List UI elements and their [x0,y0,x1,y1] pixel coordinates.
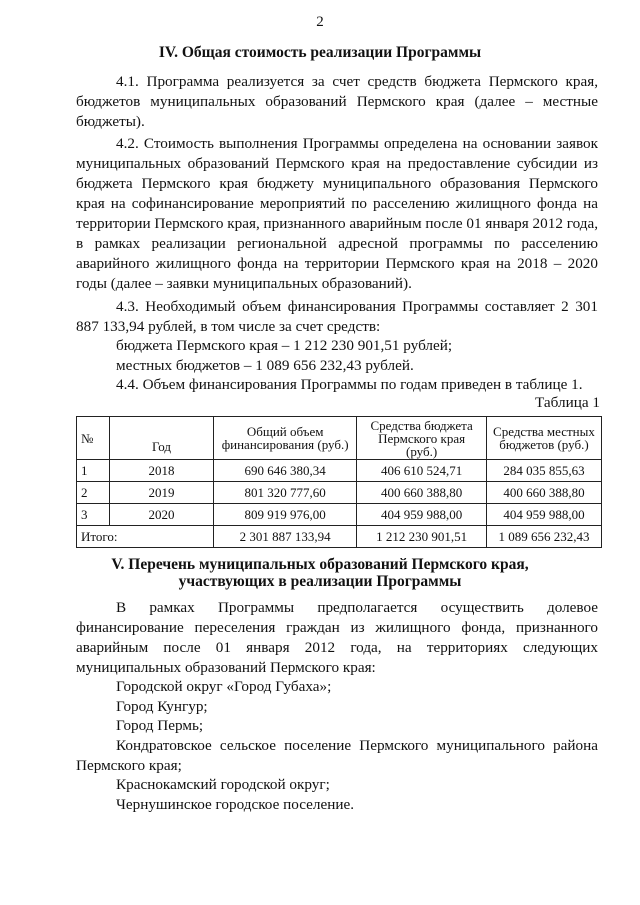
page-number: 2 [316,14,324,30]
header-regional: Средства бюджета Пермского края (руб.) [357,417,487,460]
municipality-item: Чернушинское городское поселение. [116,796,355,813]
row-num: 3 [77,504,110,526]
table-row [77,504,602,526]
header-year: Год [110,417,214,460]
table-header-row [77,417,602,460]
section-4-heading: IV. Общая стоимость реализации Программы [158,44,482,61]
row-year: 2019 [110,482,214,504]
row-total: 690 646 380,34 [214,460,357,482]
row-num: 2 [77,482,110,504]
row-local: 404 959 988,00 [486,504,601,526]
section-5-heading [0,556,640,590]
paragraph-4-1: 4.1. Программа реализуется за счет средств бюджета Пермского края, бюджетов муниципальных образований Пермского края (далее – местные бюджеты). [76,73,598,130]
municipality-item: Городской округ «Город Губаха»; [116,678,332,695]
header-num: № [77,417,110,460]
municipality-item: Город Пермь; [116,717,204,734]
table-caption: Таблица 1 [535,394,600,411]
row-regional: 400 660 388,80 [357,482,487,504]
paragraph-4-4: 4.4. Объем финансирования Программы по годам приведен в таблице 1. [116,376,583,393]
municipality-item: Кондратовское сельское поселение Пермского муниципального района Пермского края; [76,737,598,774]
paragraph-4-2: 4.2. Стоимость выполнения Программы определена на основании заявок муниципальных образований Пермского края на предоставление субсидии из бюджета Пермского края бюджету муниципального образования Пермского края на софинансирование мероприятий по расселению жилищного фонда на территории Пермского края, признанного аварийным после 01 января 2012 года, в рамках реализации региональной адресной программы по расселению аварийного жилищного фонда на территории Пермского края на 2018 – 2020 годы (далее – заявки муниципальных образований). [76,135,598,292]
funding-local-line: местных бюджетов – 1 089 656 232,43 рублей. [116,357,414,374]
totals-regional: 1 212 230 901,51 [357,526,487,548]
row-total: 801 320 777,60 [214,482,357,504]
municipality-item: Краснокамский городской округ; [116,776,330,793]
section-5-heading-line-2: участвующих в реализации Программы [178,573,462,590]
row-local: 400 660 388,80 [486,482,601,504]
municipality-item: Город Кунгур; [116,698,208,715]
table-row [77,460,602,482]
row-num: 1 [77,460,110,482]
row-year: 2018 [110,460,214,482]
funding-regional-line: бюджета Пермского края – 1 212 230 901,51 рублей; [116,337,453,354]
section-5-heading-line-1: V. Перечень муниципальных образований Пермского края, [111,556,529,573]
row-total: 809 919 976,00 [214,504,357,526]
table-totals-row [77,526,602,548]
header-total: Общий объем финансирования (руб.) [214,417,357,460]
paragraph-4-3: 4.3. Необходимый объем финансирования Программы составляет 2 301 887 133,94 рублей, в том числе за счет средств: [76,298,598,335]
table-row [77,482,602,504]
totals-local: 1 089 656 232,43 [486,526,601,548]
row-local: 284 035 855,63 [486,460,601,482]
section-5-intro: В рамках Программы предполагается осуществить долевое финансирование переселения граждан из жилищного фонда, признанного аварийным после 01 января 2012 года, на территориях следующих муниципальных образований Пермского края: [76,599,598,676]
financing-table [76,416,602,548]
row-regional: 406 610 524,71 [357,460,487,482]
header-local: Средства местных бюджетов (руб.) [486,417,601,460]
row-year: 2020 [110,504,214,526]
row-regional: 404 959 988,00 [357,504,487,526]
totals-total: 2 301 887 133,94 [214,526,357,548]
totals-label: Итого: [77,526,214,548]
